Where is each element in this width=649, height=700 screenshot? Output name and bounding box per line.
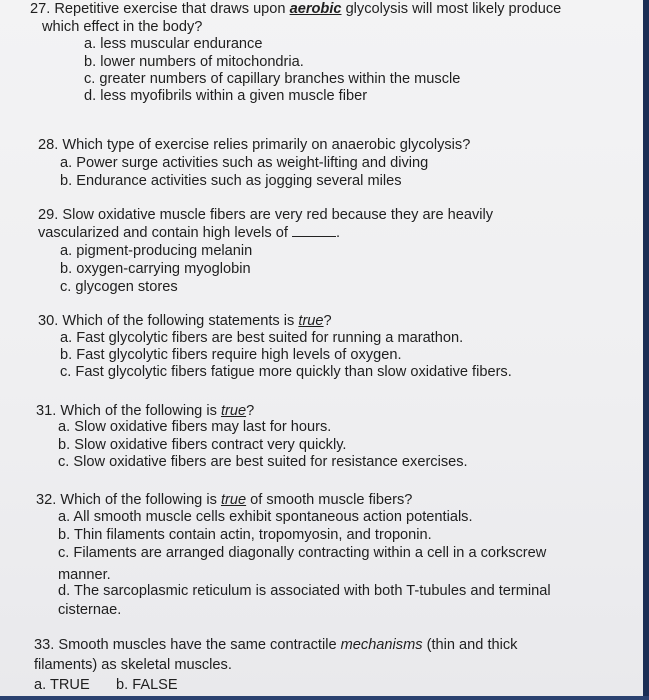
question-32-option-b: b. Thin filaments contain actin, tropomyosin, and troponin. [58,527,432,543]
question-29-option-c: c. glycogen stores [60,279,178,295]
question-27-option-c: c. greater numbers of capillary branches within the muscle [84,71,461,87]
question-28-option-a: a. Power surge activities such as weight-lifting and diving [60,155,429,171]
question-30-stem-end: ? [323,313,332,329]
question-32-option-c-line-2: manner. [58,567,111,583]
question-32-stem [36,491,412,509]
question-32-stem-start: 32. Which of the following is [36,492,221,508]
question-33-stem-line-2: filaments) as skeletal muscles. [34,657,232,673]
question-30-option-a: a. Fast glycolytic fibers are best suited for running a marathon. [60,330,464,346]
question-27-option-a: a. less muscular endurance [84,36,263,52]
question-30-stem-start: 30. Which of the following statements is [38,313,299,329]
question-33-option-a: a. TRUE [34,677,90,693]
question-33-emphasis-mechanisms: mechanisms [340,637,423,653]
question-32-option-c-line-1: c. Filaments are arranged diagonally contracting within a cell in a corkscrew [58,545,547,561]
question-31-stem-end: ? [246,403,255,419]
question-29-option-b: b. oxygen-carrying myoglobin [60,261,251,277]
question-27-option-b: b. lower numbers of mitochondria. [84,54,304,70]
background-edge-right [643,0,649,700]
question-31-option-b: b. Slow oxidative fibers contract very quickly. [58,437,347,453]
question-33-stem-end: (thin and thick [422,637,518,653]
question-30-emphasis-true: true [298,313,324,329]
question-30-stem [38,312,332,330]
question-29-stem-line-2 [38,224,340,242]
question-29-stem-period: . [335,225,340,241]
question-27-stem-start: 27. Repetitive exercise that draws upon [30,1,290,17]
question-28-option-b: b. Endurance activities such as jogging several miles [60,173,402,189]
question-28-stem: 28. Which type of exercise relies primarily on anaerobic glycolysis? [38,137,471,153]
question-29-answer-blank [292,224,336,237]
question-32-option-d-line-1: d. The sarcoplasmic reticulum is associated with both T-tubules and terminal [58,583,551,599]
question-32-stem-end: of smooth muscle fibers? [246,492,413,508]
question-29-stem-line-1: 29. Slow oxidative muscle fibers are very red because they are heavily [38,207,494,223]
question-32-emphasis-true: true [220,492,247,508]
question-30-option-b: b. Fast glycolytic fibers require high levels of oxygen. [60,347,402,363]
question-33-option-b: b. FALSE [116,677,178,693]
question-33-stem-start: 33. Smooth muscles have the same contractile [34,637,341,653]
question-31-emphasis-true: true [220,403,247,419]
question-27-stem-line-2: which effect in the body? [42,19,203,35]
question-29-stem-text: vascularized and contain high levels of [38,225,288,241]
question-30-option-c: c. Fast glycolytic fibers fatigue more quickly than slow oxidative fibers. [60,364,512,380]
question-32-option-d-line-2: cisternae. [58,602,122,618]
question-32-option-a: a. All smooth muscle cells exhibit spontaneous action potentials. [58,509,473,525]
question-27-option-d: d. less myofibrils within a given muscle fiber [84,88,368,104]
question-27-stem-end: glycolysis will most likely produce [341,1,562,17]
background-edge-bottom [0,696,649,700]
question-27-stem-line-1 [30,0,561,18]
question-31-option-a: a. Slow oxidative fibers may last for hours. [58,419,332,435]
question-29-option-a: a. pigment-producing melanin [60,243,253,259]
question-31-stem-start: 31. Which of the following is [36,403,221,419]
question-33-stem-line-1 [34,636,517,654]
question-31-option-c: c. Slow oxidative fibers are best suited for resistance exercises. [58,454,468,470]
question-27-emphasis-aerobic: aerobic [289,1,342,17]
